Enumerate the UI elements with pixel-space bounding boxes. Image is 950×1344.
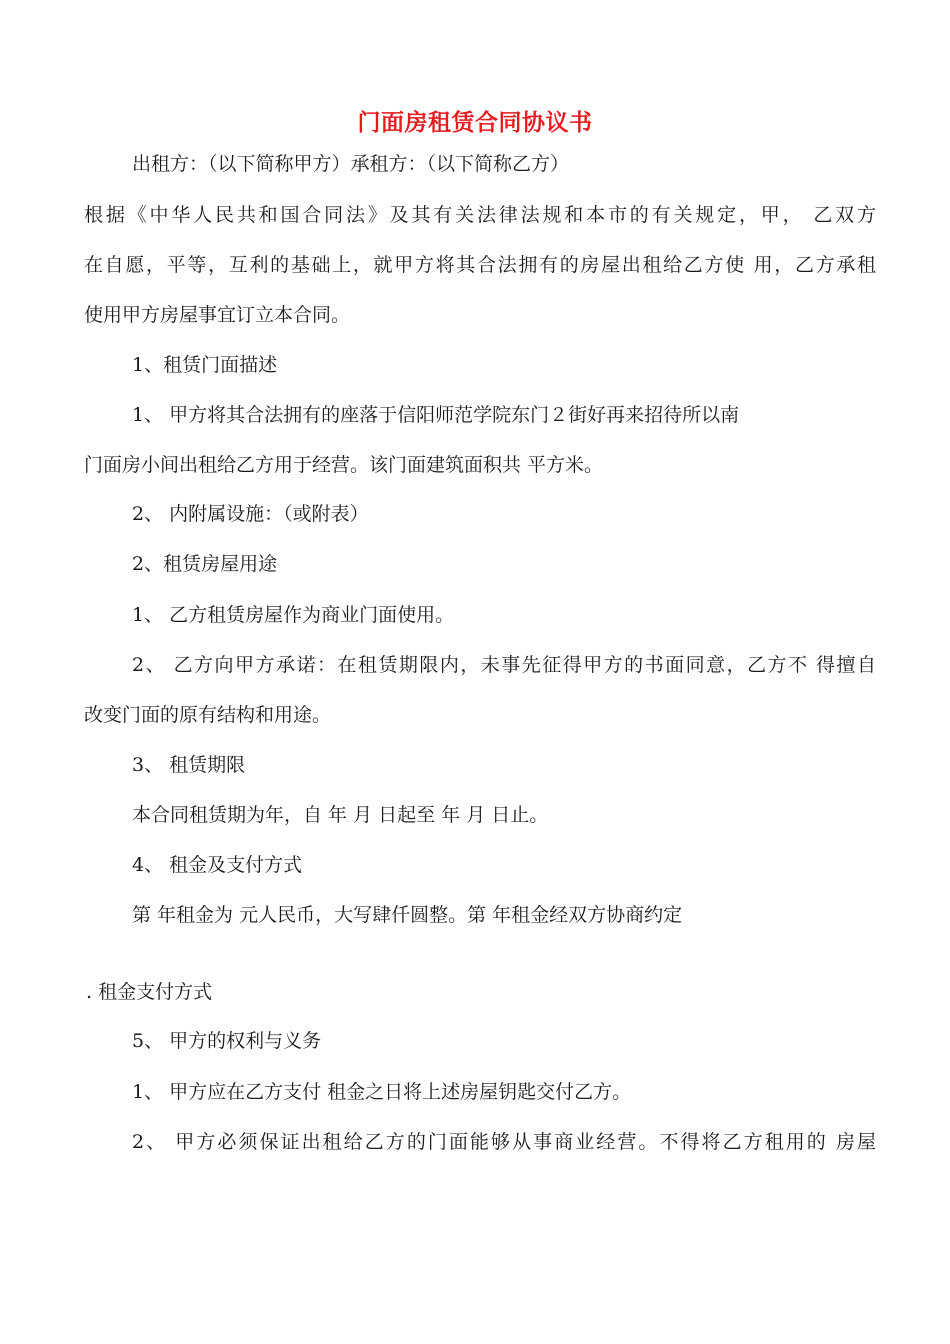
section-heading-2: 2、租赁房屋用途 (132, 553, 278, 575)
section-heading-5: 5、 甲方的权利与义务 (132, 1030, 322, 1052)
section-heading-1: 1、租赁门面描述 (132, 354, 278, 376)
clause-2-1: 1、 乙方租赁房屋作为商业门面使用。 (132, 604, 455, 626)
document-title: 门面房租赁合同协议书 (357, 110, 593, 136)
clause-2-2a: 2、 乙方向甲方承诺：在租赁期限内，未事先征得甲方的书面同意，乙方不 得擅自 (132, 654, 876, 676)
clause-4-payment-method: . 租金支付方式 (86, 981, 213, 1003)
clause-1-1b: 门面房小间出租给乙方用于经营。该门面建筑面积共 平方米。 (84, 454, 604, 476)
paragraph-preamble-2: 在自愿，平等，互利的基础上，就甲方将其合法拥有的房屋出租给乙方使 用，乙方承租 (84, 254, 876, 276)
paragraph-parties: 出租方：（以下简称甲方）承租方：（以下简称乙方） (132, 153, 570, 175)
paragraph-preamble-3: 使用甲方房屋事宜订立本合同。 (84, 304, 351, 326)
section-heading-3: 3、 租赁期限 (132, 754, 246, 776)
clause-5-1: 1、 甲方应在乙方支付 租金之日将上述房屋钥匙交付乙方。 (132, 1081, 632, 1103)
section-heading-4: 4、 租金及支付方式 (132, 854, 303, 876)
clause-3-term: 本合同租赁期为年，自 年 月 日起至 年 月 日止。 (132, 804, 549, 826)
clause-1-1a: 1、 甲方将其合法拥有的座落于信阳师范学院东门２街好再来招待所以南 (132, 404, 740, 426)
clause-5-2: 2、 甲方必须保证出租给乙方的门面能够从事商业经营。不得将乙方租用的 房屋 (132, 1131, 876, 1153)
clause-2-2b: 改变门面的原有结构和用途。 (84, 704, 332, 726)
paragraph-preamble-1: 根据《中华人民共和国合同法》及其有关法律法规和本市的有关规定，甲， 乙双方 (84, 204, 876, 226)
clause-1-2: 2、 内附属设施：（或附表） (132, 503, 369, 525)
clause-4-rent: 第 年租金为 元人民币，大写肆仟圆整。第 年租金经双方协商约定 (132, 904, 683, 926)
